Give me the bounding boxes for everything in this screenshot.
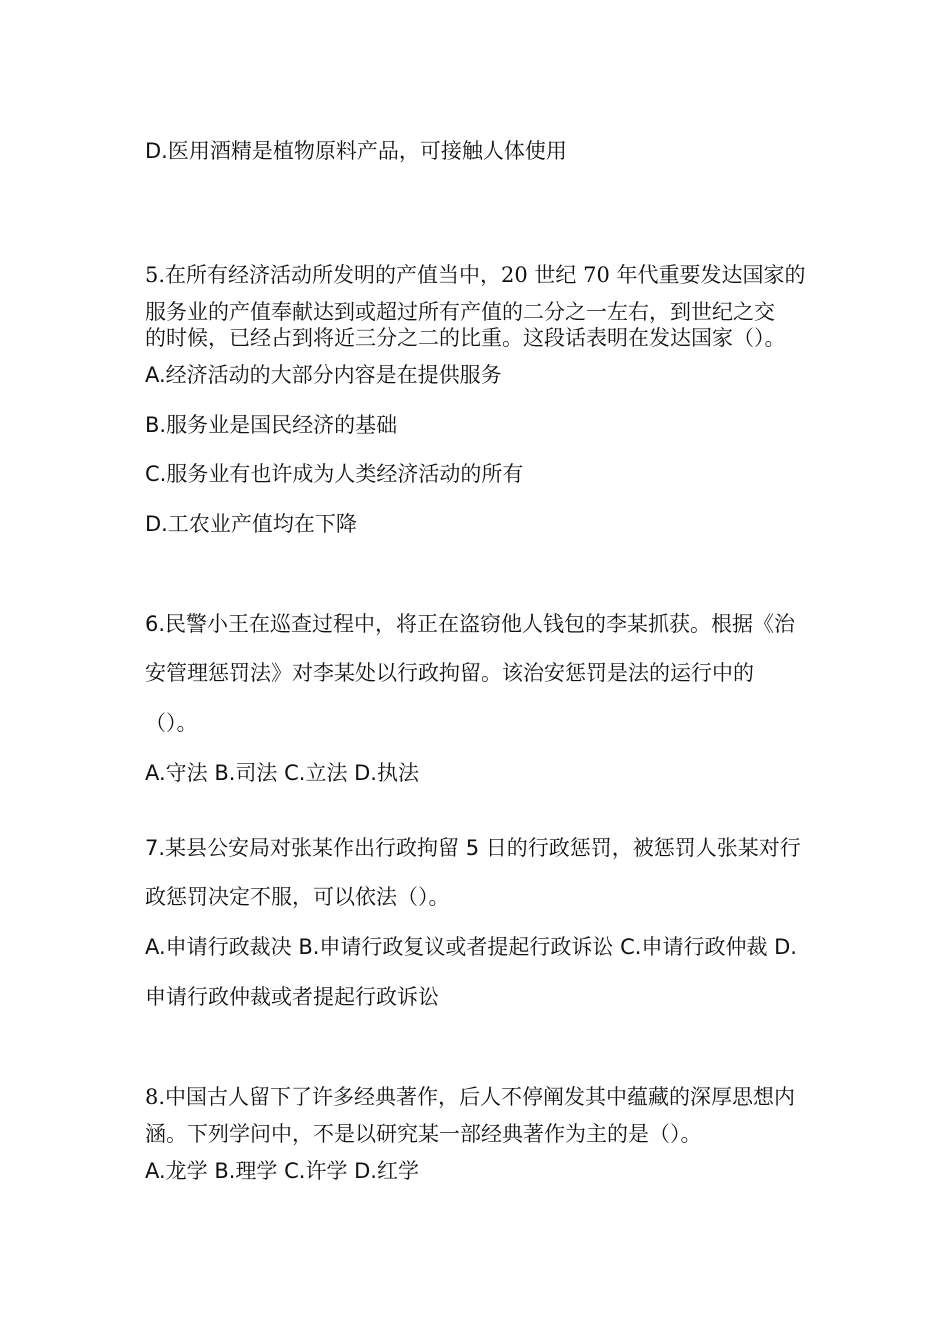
q5-stem-line-2: 服务业的产值奉献达到或超过所有产值的二分之一左右，到世纪之交 (145, 300, 775, 324)
q5-option-c: C.服务业有也许成为人类经济活动的所有 (145, 462, 524, 486)
q7-options-line-1: A.申请行政裁决 B.申请行政复议或者提起行政诉讼 C.申请行政仲裁 D. (145, 935, 797, 959)
q5-option-b: B.服务业是国民经济的基础 (145, 413, 398, 437)
q8-stem-line-1: 8.中国古人留下了许多经典著作，后人不停阐发其中蕴藏的深厚思想内 (145, 1085, 796, 1109)
q5-stem-line-1: 5.在所有经济活动所发明的产值当中，20 世纪 70 年代重要发达国家的 (145, 263, 806, 287)
q6-stem-line-2: 安管理惩罚法》对李某处以行政拘留。该治安惩罚是法的运行中的 (145, 661, 754, 685)
q4-option-d: D.医用酒精是植物原料产品，可接触人体使用 (145, 139, 567, 163)
q5-option-d: D.工农业产值均在下降 (145, 512, 357, 536)
q6-stem-line-3: （）。 (145, 711, 198, 735)
q7-options-line-2: 申请行政仲裁或者提起行政诉讼 (145, 985, 439, 1009)
q5-stem-line-3: 的时候，已经占到将近三分之二的比重。这段话表明在发达国家（）。 (145, 326, 786, 350)
q7-stem-line-2: 政惩罚决定不服，可以依法（）。 (145, 885, 450, 909)
q7-stem-line-1: 7.某县公安局对张某作出行政拘留 5 日的行政惩罚，被惩罚人张某对行 (145, 836, 801, 860)
q5-option-a: A.经济活动的大部分内容是在提供服务 (145, 363, 502, 387)
q6-stem-line-1: 6.民警小王在巡查过程中，将正在盗窃他人钱包的李某抓获。根据《治 (145, 612, 796, 636)
q8-options: A.龙学 B.理学 C.许学 D.红学 (145, 1159, 419, 1183)
q6-options: A.守法 B.司法 C.立法 D.执法 (145, 761, 419, 785)
q8-stem-line-2: 涵。下列学问中，不是以研究某一部经典著作为主的是（）。 (145, 1122, 702, 1146)
